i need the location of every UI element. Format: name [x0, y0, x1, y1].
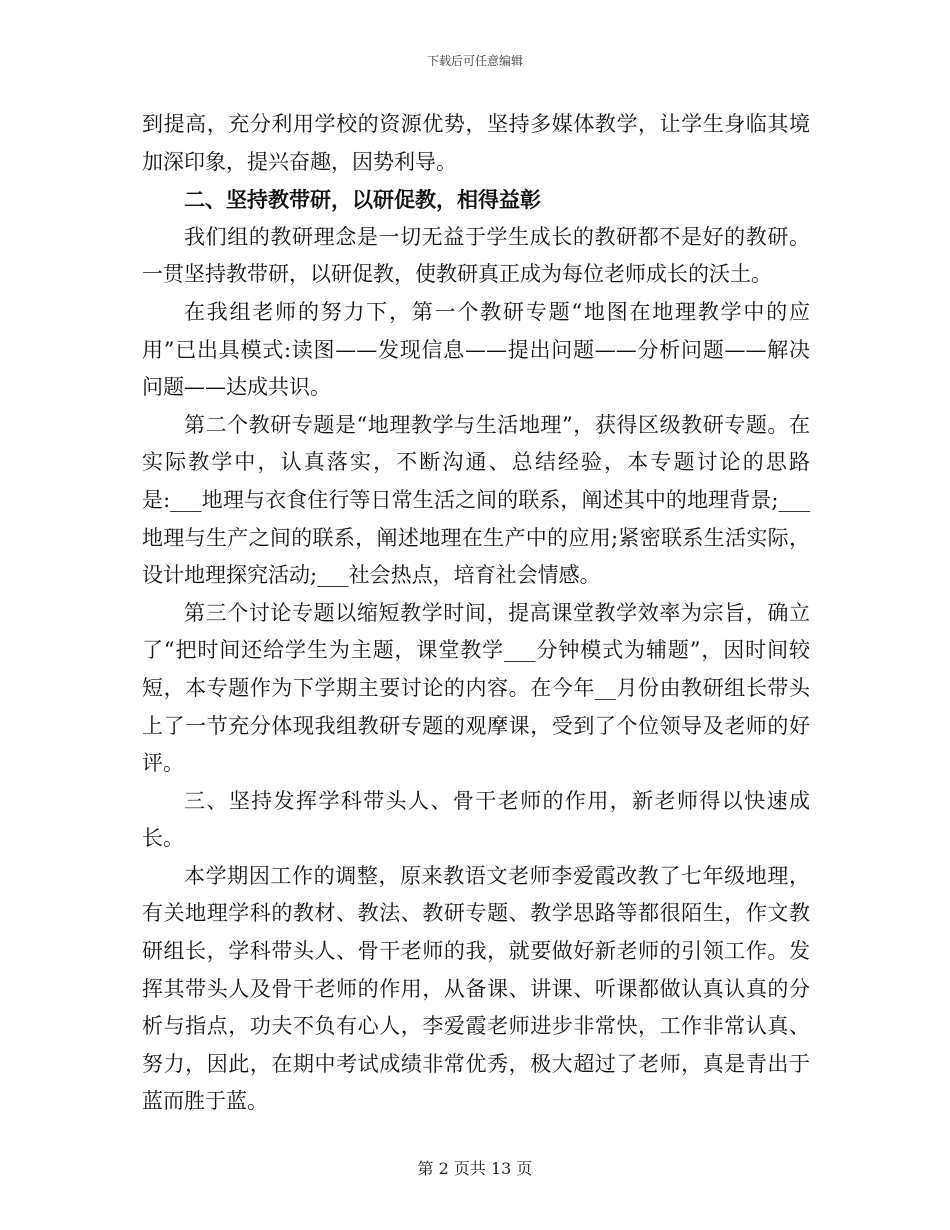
paragraph-research-philosophy: 我们组的教研理念是一切无益于学生成长的教研都不是好的教研。一贯坚持教带研，以研促教，使教研真正成为每位老师成长的沃土。 [142, 224, 810, 287]
paragraph-continuation: 到提高，充分利用学校的资源优势，坚持多媒体教学，让学生身临其境加深印象，提兴奋趣，因势利导。 [142, 112, 810, 174]
paragraph-new-teacher: 本学期因工作的调整，原来教语文老师李爱霞改教了七年级地理，有关地理学科的教材、教法、教研专题、教学思路等都很陌生，作文教研组长，学科带头人、骨干老师的我，就要做好新老师的引领工作。发挥其带头人及骨干老师的作用，从备课、讲课、听课都做认真认真的分析与指点，功夫不负有心人，李爱霞老师进步非常快，工作非常认真、努力，因此，在期中考试成绩非常优秀，极大超过了老师，真是青出于蓝而胜于蓝。 [142, 863, 810, 1114]
section-heading-3: 三、坚持发挥学科带头人、骨干老师的作用，新老师得以快速成长。 [142, 788, 810, 851]
paragraph-first-topic: 在我组老师的努力下，第一个教研专题“地图在地理教学中的应用”已出具模式:读图——发现信息——提出问题——分析问题——解决问题——达成共识。 [142, 299, 810, 400]
paragraph-third-topic: 第三个讨论专题以缩短教学时间，提高课堂教学效率为宗旨，确立了“把时间还给学生为主题，课堂教学___分钟模式为辅题”，因时间较短，本专题作为下学期主要讨论的内容。在今年__月份由教研组长带头上了一节充分体现我组教研专题的观摩课，受到了个位领导及老师的好评。 [142, 600, 810, 776]
page-header: 下载后可任意编辑 [426, 54, 523, 68]
document-body [142, 106, 810, 1121]
page-number: 第 2 页共 13 页 [417, 1159, 533, 1178]
section-heading-2: 二、坚持教带研，以研促教，相得益彰 [184, 187, 541, 213]
paragraph-second-topic: 第二个教研专题是“地理教学与生活地理”，获得区级教研专题。在实际教学中，认真落实，不断沟通、总结经验，本专题讨论的思路是:___地理与衣食住行等日常生活之间的联系，阐述其中的地理背景;___地理与生产之间的联系，阐述地理在生产中的应用;紧密联系生活实际，设计地理探究活动;___社会热点，培育社会情感。 [142, 412, 810, 588]
